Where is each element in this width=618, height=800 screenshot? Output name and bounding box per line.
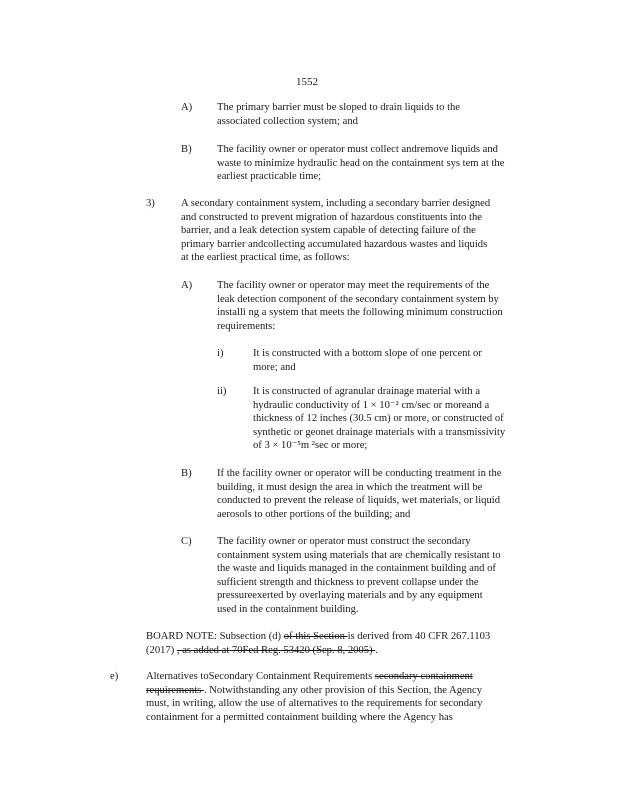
item-label-B: B) bbox=[181, 144, 192, 155]
board-note-line-1 bbox=[146, 630, 541, 644]
board-note bbox=[146, 630, 541, 657]
text-line: waste to minimize hydraulic head on the containment sys tem at the bbox=[217, 157, 505, 169]
struck-text: , as added at 70Fed Reg. 53420 (Sep. 8, 2005) bbox=[176, 644, 376, 656]
text-line: associated collection system; and bbox=[217, 115, 358, 127]
board-note-line-2 bbox=[146, 644, 541, 658]
text-line: and constructed to prevent migration of hazardous constituents into the bbox=[181, 211, 482, 223]
item-text-A-leak-detection bbox=[217, 279, 541, 333]
text-line: used in the containment building. bbox=[217, 603, 359, 615]
text-line: requirements: bbox=[217, 320, 276, 332]
text-line: more; and bbox=[253, 361, 296, 373]
text-line: containment for a permitted containment building where the Agency has bbox=[146, 711, 453, 723]
struck-text: of this Section bbox=[283, 631, 348, 642]
item-text-A-primary-barrier bbox=[217, 101, 541, 128]
item-text-i-bottom-slope bbox=[253, 347, 541, 374]
text-line: The facility owner or operator must collect andremove liquids and bbox=[217, 144, 498, 155]
text-line: hydraulic conductivity of 1 × 10⁻² cm/sec or moreand a bbox=[253, 399, 490, 411]
item-text-3-secondary-containment bbox=[181, 197, 541, 265]
text-line: containment system using materials that are chemically resistant to bbox=[217, 549, 501, 561]
item-text-C-construct bbox=[217, 535, 541, 617]
heading-alternatives: Alternatives toSecondary Containment Requirements bbox=[146, 671, 375, 682]
text-line: pressureexerted by overlaying materials and by any equipment bbox=[217, 590, 483, 602]
board-note-citation: is derived from 40 CFR 267.1103 bbox=[347, 631, 491, 642]
page-number: 1552 bbox=[296, 76, 318, 88]
text-line: installi ng a system that meets the following minimum construction bbox=[217, 307, 503, 319]
board-note-prefix: BOARD NOTE: Subsection (d) bbox=[146, 631, 284, 642]
struck-text: secondary containment bbox=[374, 671, 473, 682]
text-line: the waste and liquids managed in the containment building and of bbox=[217, 563, 496, 575]
text-line: at the earliest practical time, as follows: bbox=[181, 252, 350, 264]
text-line: conducted to prevent the release of liquids, wet materials, or liquid bbox=[217, 495, 501, 507]
item-text-e-alternatives bbox=[146, 670, 541, 724]
text-line: earliest practicable time; bbox=[217, 171, 322, 183]
text-line: aerosols to other portions of the building; and bbox=[217, 508, 411, 520]
item-label-i: i) bbox=[217, 348, 224, 359]
text-line: thickness of 12 inches (30.5 cm) or more, or constructed of bbox=[253, 413, 504, 425]
item-label-3: 3) bbox=[146, 198, 155, 209]
text-line: It is constructed of agranular drainage material with a bbox=[253, 386, 481, 397]
item-text-B-treatment bbox=[217, 467, 541, 521]
text-line: of 3 × 10⁻⁵m ²sec or more; bbox=[253, 440, 368, 452]
text-line bbox=[146, 670, 541, 684]
struck-text: requirements bbox=[146, 684, 204, 696]
item-label-e: e) bbox=[110, 671, 119, 682]
text-line: synthetic or geonet drainage materials with a transmissivity bbox=[253, 426, 506, 438]
text-line: The facility owner or operator may meet the requirements of the bbox=[217, 280, 490, 291]
text-line: leak detection component of the secondary containment system by bbox=[217, 293, 499, 305]
item-label-A: A) bbox=[181, 280, 193, 291]
text-line: The primary barrier must be sloped to drain liquids to the bbox=[217, 102, 461, 113]
text-notwithstanding: . Notwithstanding any other provision of this Section, the Agency bbox=[203, 684, 483, 696]
text-line: A secondary containment system, including a secondary barrier designed bbox=[181, 198, 491, 209]
item-label-A: A) bbox=[181, 102, 193, 113]
text-line: primary barrier andcollecting accumulated hazardous wastes and liquids bbox=[181, 238, 488, 250]
text-line bbox=[146, 684, 541, 698]
board-note-year: (2017) bbox=[146, 644, 177, 656]
item-text-B-collect-liquids bbox=[217, 143, 541, 184]
item-text-ii-drainage-material bbox=[253, 385, 541, 453]
text-line: barrier, and a leak detection system capable of detecting failure of the bbox=[181, 225, 476, 237]
text-line: must, in writing, allow the use of alternatives to the requirements for secondary bbox=[146, 698, 483, 710]
text-line: It is constructed with a bottom slope of one percent or bbox=[253, 348, 482, 359]
item-label-B: B) bbox=[181, 468, 192, 479]
text-line: If the facility owner or operator will be conducting treatment in the bbox=[217, 468, 502, 479]
item-label-C: C) bbox=[181, 536, 192, 547]
board-note-period: . bbox=[375, 644, 378, 656]
text-line: building, it must design the area in which the treatment will be bbox=[217, 481, 483, 493]
text-line: sufficient strength and thickness to prevent collapse under the bbox=[217, 576, 479, 588]
item-label-ii: ii) bbox=[217, 386, 227, 397]
text-line: The facility owner or operator must construct the secondary bbox=[217, 536, 471, 547]
